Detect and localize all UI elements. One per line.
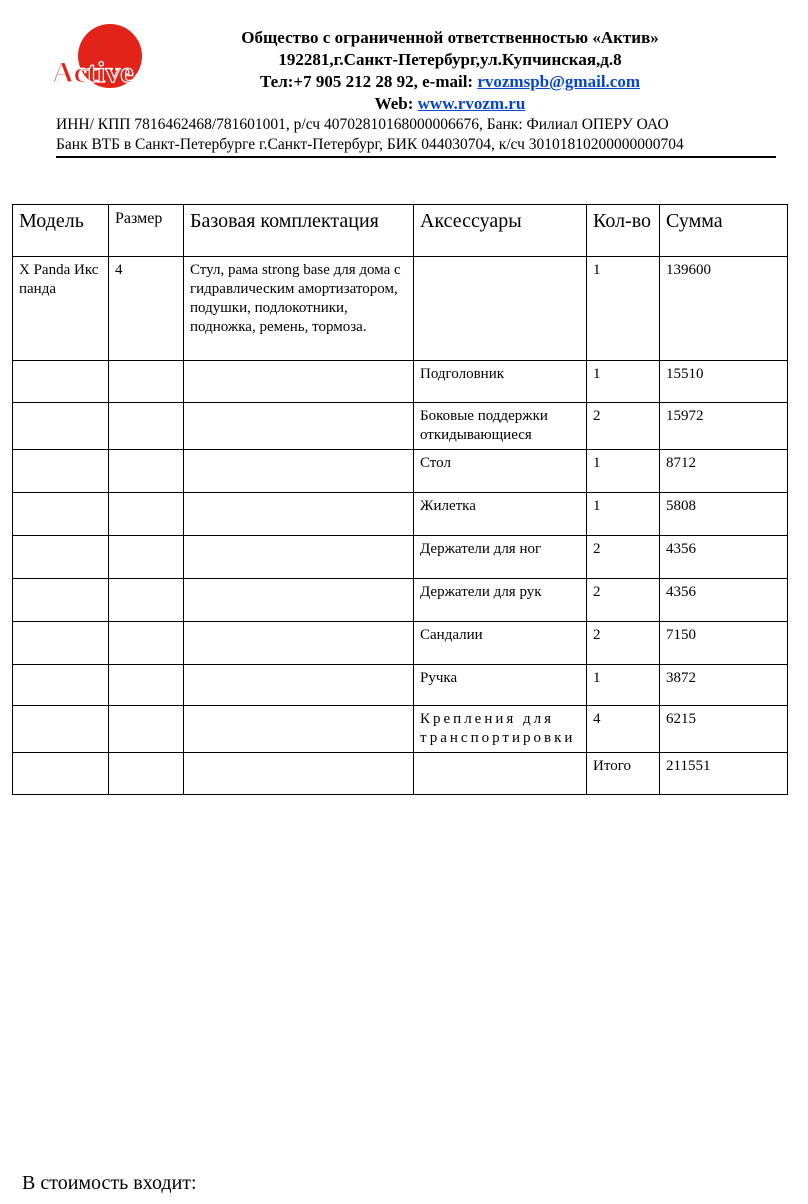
table-row (13, 579, 788, 622)
table-row (13, 361, 788, 403)
cell-qty: 2 (587, 622, 660, 665)
price-table (12, 204, 788, 795)
table-row (13, 493, 788, 536)
cell-accessory: Жилетка (414, 493, 587, 536)
total-label: Итого (587, 753, 660, 795)
cell-sum: 15972 (660, 403, 788, 450)
cell-qty: 2 (587, 579, 660, 622)
table-row (13, 257, 788, 361)
header-base: Базовая комплектация (184, 205, 414, 257)
header-size: Размер (109, 205, 184, 257)
header-accessories: Аксессуары (414, 205, 587, 257)
cell-qty: 1 (587, 493, 660, 536)
contact-prefix: Тел:+7 905 212 28 92, e-mail: (259, 72, 478, 91)
cell-qty: 2 (587, 536, 660, 579)
cell-accessory: Боковые поддержки откидывающиеся (414, 403, 587, 450)
cell-accessory: Держатели для рук (414, 579, 587, 622)
cell-accessory: Ручка (414, 665, 587, 706)
letterhead (0, 0, 808, 160)
header-model: Модель (13, 205, 109, 257)
cell-size: 4 (109, 257, 184, 361)
web-link[interactable]: www.rvozm.ru (417, 94, 526, 113)
web-line (150, 94, 750, 114)
header-divider (56, 156, 776, 158)
web-prefix: Web: (374, 94, 418, 113)
cell-qty: 1 (587, 361, 660, 403)
cell-sum: 3872 (660, 665, 788, 706)
included-heading: В стоимость входит: (22, 1172, 197, 1194)
header-sum: Сумма (660, 205, 788, 257)
cell-accessory: Держатели для ног (414, 536, 587, 579)
cell-accessory: Стол (414, 450, 587, 493)
cell-sum: 5808 (660, 493, 788, 536)
cell-accessory: Подголовник (414, 361, 587, 403)
table-row (13, 622, 788, 665)
cell-base: Стул, рама strong base для дома с гидравлическим амортизатором, подушки, подлокотники, подножка, ремень, тормоза. (184, 257, 414, 361)
table-header-row (13, 205, 788, 257)
logo-graphic (50, 24, 162, 94)
org-address: 192281,г.Санкт-Петербург,ул.Купчинская,д.8 (278, 50, 622, 69)
table-row (13, 403, 788, 450)
cell-sum: 8712 (660, 450, 788, 493)
cell-qty: 2 (587, 403, 660, 450)
cell-sum: 7150 (660, 622, 788, 665)
contact-line (150, 72, 750, 92)
total-value: 211551 (660, 753, 788, 795)
table-row (13, 536, 788, 579)
cell-sum: 6215 (660, 706, 788, 753)
cell-accessory (414, 257, 587, 361)
cell-qty: 1 (587, 257, 660, 361)
cell-accessory: Сандалии (414, 622, 587, 665)
table-row (13, 665, 788, 706)
header-qty: Кол-во (587, 205, 660, 257)
cell-sum: 4356 (660, 579, 788, 622)
requisites-line-2: Банк ВТБ в Санкт-Петербурге г.Санкт-Петербург, БИК 044030704, к/сч 30101810200000000704 (56, 136, 684, 153)
table-row (13, 450, 788, 493)
cell-sum: 4356 (660, 536, 788, 579)
org-name: Общество с ограниченной ответственностью «Актив» (241, 28, 659, 47)
email-link[interactable]: rvozmspb@gmail.com (477, 72, 640, 91)
cell-sum: 15510 (660, 361, 788, 403)
active-logo (50, 24, 162, 94)
logo-text: Active (52, 56, 134, 89)
cell-model: X Panda Икс панда (13, 257, 109, 361)
requisites-line-1: ИНН/ КПП 7816462468/781601001, р/сч 40702810168000006676, Банк: Филиал ОПЕРУ ОАО (56, 116, 669, 133)
cell-sum: 139600 (660, 257, 788, 361)
cell-qty: 1 (587, 665, 660, 706)
table-row (13, 706, 788, 753)
cell-qty: 4 (587, 706, 660, 753)
cell-qty: 1 (587, 450, 660, 493)
total-row (13, 753, 788, 795)
cell-accessory: Крепления для транспортировки (414, 706, 587, 753)
